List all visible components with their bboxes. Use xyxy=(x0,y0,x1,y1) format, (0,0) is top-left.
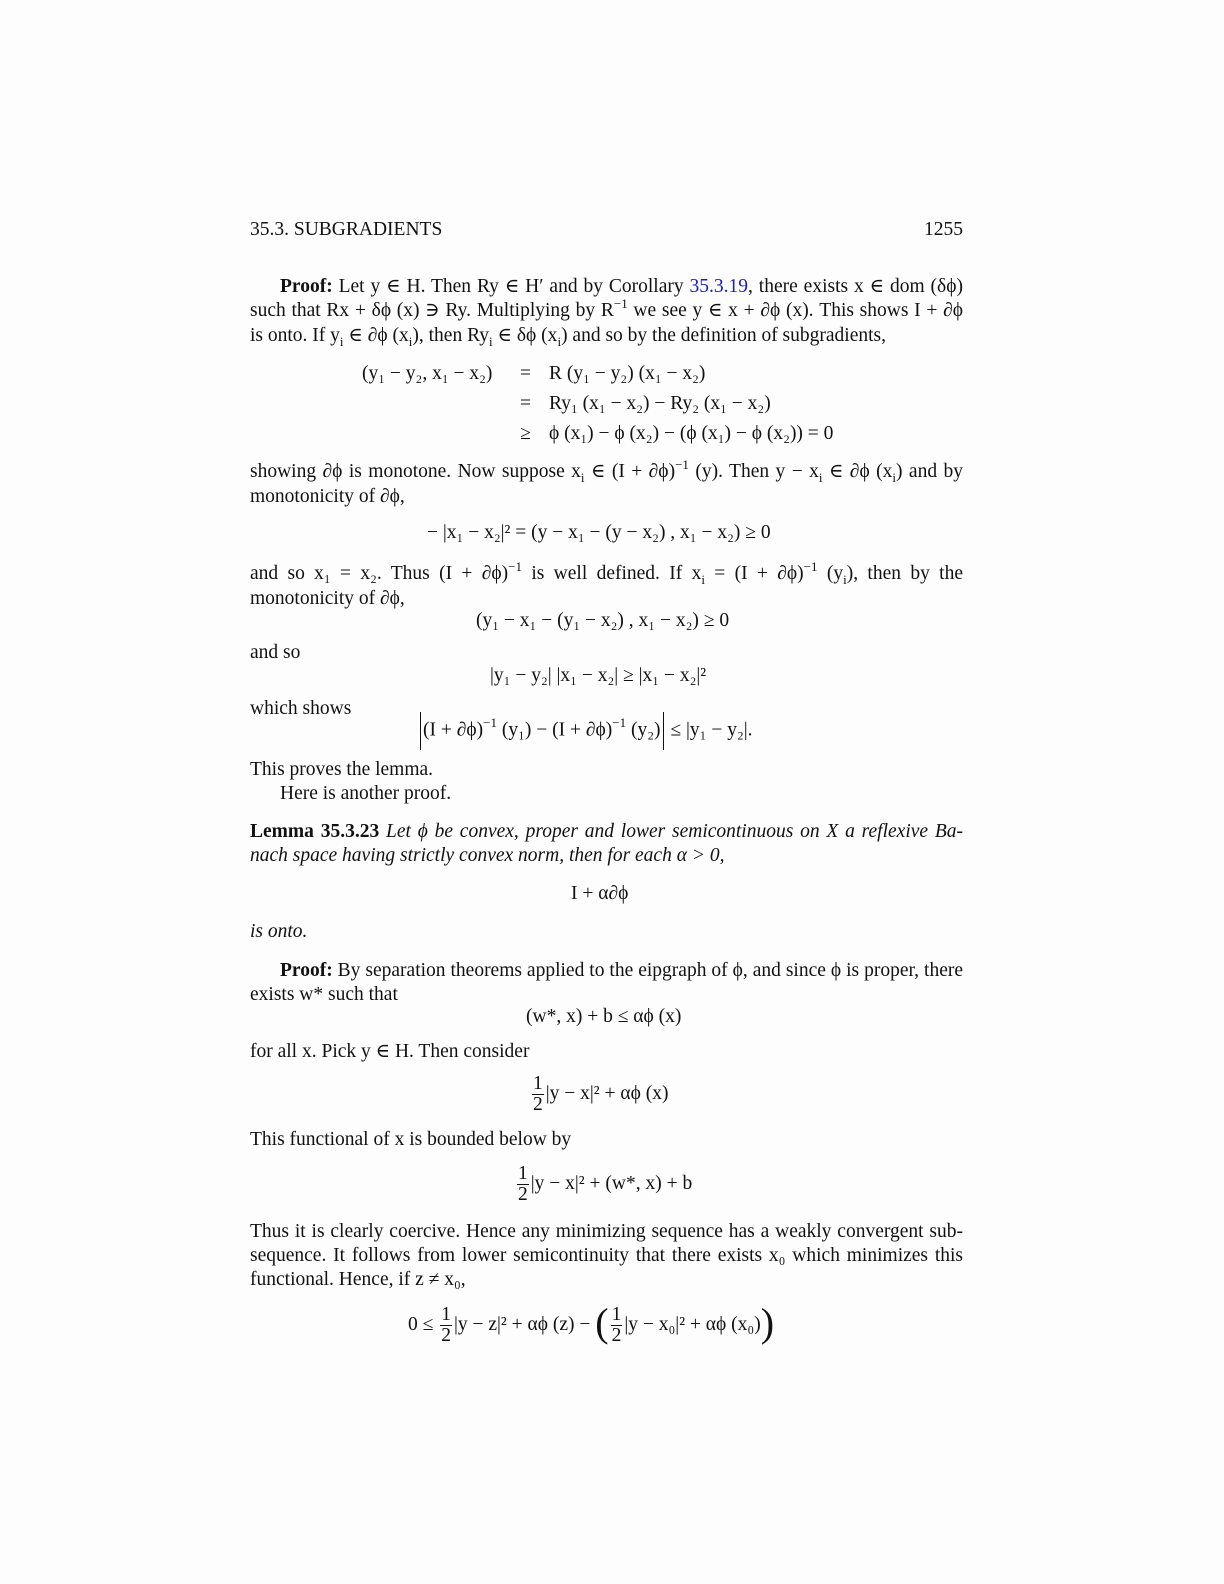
fraction-half xyxy=(532,1074,544,1115)
which-shows-text: which shows xyxy=(250,698,352,719)
proof2-line5: Thus it is clearly coercive. Hence any minimizing sequence has a weakly convergent sub- xyxy=(250,1221,963,1242)
eq-rhs-2: Ry₁ (x₁ − x₂) − Ry₂ (x₁ − x₂) xyxy=(549,393,771,414)
eq-rel-2: = xyxy=(520,393,531,414)
proof2-label: Proof: xyxy=(280,960,333,981)
proves-lemma-text: This proves the lemma. xyxy=(250,759,434,780)
proof1-line3-b: ∈ ∂ϕ (x xyxy=(343,325,409,346)
lemma-formula: I + α∂ϕ xyxy=(571,883,629,904)
equation-yi: (y₁ − x₁ − (y₁ − x₂) , x₁ − x₂) ≥ 0 xyxy=(476,610,730,631)
lemma-line-1 xyxy=(250,820,963,844)
frac-den: 2 xyxy=(533,1094,543,1115)
equation-array xyxy=(362,359,833,449)
proof1-line2-b: we see y ∈ x + ∂ϕ (x). This shows I + ∂ϕ xyxy=(627,300,963,321)
proof2-line6: sequence. It follows from lower semicontinuity that there exists x₀ which minimizes this xyxy=(250,1245,963,1266)
proof2-line3: for all x. Pick y ∈ H. Then consider xyxy=(250,1041,530,1062)
sub-i: i xyxy=(339,334,344,349)
lip-c: (y₂) xyxy=(626,719,661,741)
and-so-text: and so xyxy=(250,642,301,663)
proof2-text-1: By separation theorems applied to the eipgraph of ϕ, and since ϕ is proper, there xyxy=(337,960,963,981)
proof1-sup: −1 xyxy=(613,296,628,311)
sup-neg1: −1 xyxy=(803,559,818,574)
sub-i: i xyxy=(489,334,493,349)
lip-d: ≤ |y₁ − y₂|. xyxy=(665,719,753,741)
sub-i: i xyxy=(408,334,413,349)
lip-a: (I + ∂ϕ) xyxy=(423,719,484,741)
andso-a: and so x₁ = x₂. Thus (I + ∂ϕ) xyxy=(250,563,509,584)
proof1-line3-d: ∈ δϕ (x xyxy=(492,325,558,346)
sub-i: i xyxy=(557,334,562,349)
showing-b: ∈ (I + ∂ϕ) xyxy=(584,461,676,482)
another-proof-text: Here is another proof. xyxy=(280,783,452,804)
eq-rel-3: ≥ xyxy=(520,423,531,444)
frac-num: 1 xyxy=(441,1304,451,1325)
coercive-paragraph xyxy=(250,1220,963,1292)
equation-monotone: − |x₁ − x₂|² = (y − x₁ − (y − x₂) , x₁ − x₂) ≥ 0 xyxy=(427,522,771,543)
section-title: 35.3. SUBGRADIENTS xyxy=(250,219,443,240)
equation-functional xyxy=(530,1074,669,1115)
andso-c: = (I + ∂ϕ) xyxy=(704,563,804,584)
proof1-line1 xyxy=(250,275,963,299)
proof2-line2: exists w* such that xyxy=(250,984,398,1005)
sub-i: i xyxy=(818,470,823,485)
sub-i: i xyxy=(843,572,847,587)
frac-den: 2 xyxy=(441,1325,451,1346)
equation-minimizer xyxy=(408,1299,775,1346)
andso-line xyxy=(250,559,963,587)
showing-e: ) and by xyxy=(896,461,964,482)
abs-bar-right xyxy=(663,712,664,750)
fraction-half xyxy=(611,1305,623,1346)
fraction-half xyxy=(517,1164,529,1205)
minimizer-c: |y − x₀|² + αϕ (x₀) xyxy=(624,1313,761,1335)
showing-d: ∈ ∂ϕ (x xyxy=(822,461,893,482)
proof1-line3-a: is onto. If y xyxy=(250,325,340,346)
eq-rhs-1: R (y₁ − y₂) (x₁ − x₂) xyxy=(549,363,706,384)
big-paren-left: ( xyxy=(595,1299,609,1345)
proof-paragraph-1 xyxy=(250,275,963,349)
functional-body: |y − x|² + αϕ (x) xyxy=(545,1082,669,1104)
proof1-text-a: Let y ∈ H. Then Ry ∈ H′ and by Corollary xyxy=(338,276,684,297)
proof1-line2-a: such that Rx + δϕ (x) ∋ Ry. Multiplying by R xyxy=(250,300,614,321)
corollary-ref-link[interactable]: 35.3.19 xyxy=(689,276,749,297)
proof-paragraph-2 xyxy=(250,959,963,1007)
andso-b: is well defined. If x xyxy=(522,563,702,584)
lower-bound-body: |y − x|² + (w*, x) + b xyxy=(530,1172,693,1194)
proof2-line7: functional. Hence, if z ≠ x₀, xyxy=(250,1269,466,1290)
fraction-half xyxy=(440,1305,452,1346)
minimizer-a: 0 ≤ xyxy=(408,1313,434,1335)
lemma-line-2: nach space having strictly convex norm, then for each α > 0, xyxy=(250,845,725,866)
sup-neg1: −1 xyxy=(675,457,689,472)
proof-label: Proof: xyxy=(280,276,333,297)
abs-bar-left xyxy=(420,712,421,750)
minimizer-b: |y − z|² + αϕ (z) − xyxy=(453,1313,591,1335)
showing-c: (y). Then y − x xyxy=(688,461,819,482)
lemma-block xyxy=(250,820,963,868)
sub-i: i xyxy=(580,470,585,485)
running-header xyxy=(250,219,963,241)
frac-den: 2 xyxy=(518,1184,528,1205)
proof1-line3 xyxy=(250,324,963,349)
proof1-line3-c: ), then Ry xyxy=(412,325,490,346)
equation-lipschitz xyxy=(418,712,753,750)
eq-rel-1: = xyxy=(520,363,531,384)
lemma-label: Lemma 35.3.23 xyxy=(250,821,380,842)
sub-i: i xyxy=(892,470,896,485)
monotone-paragraph xyxy=(250,457,964,509)
proof2-line1 xyxy=(250,959,963,983)
proof1-line2 xyxy=(250,296,963,324)
frac-num: 1 xyxy=(533,1073,543,1094)
proof1-line3-e: ) and so by the definition of subgradients, xyxy=(561,325,887,346)
proof1-text-b: , there exists x ∈ dom (δϕ) xyxy=(748,276,963,297)
welldefined-paragraph xyxy=(250,559,963,611)
lip-b: (y₁) − (I + ∂ϕ) xyxy=(496,719,613,741)
equation-lower-bound xyxy=(515,1164,692,1205)
showing-a: showing ∂ϕ is monotone. Now suppose x xyxy=(250,461,581,482)
frac-den: 2 xyxy=(611,1325,622,1346)
sup-neg1: −1 xyxy=(612,715,627,731)
eq-lhs: (y₁ − y₂, x₁ − x₂) xyxy=(362,363,493,384)
andso-d: (y xyxy=(817,563,844,584)
monotonicity-line-2: monotonicity of ∂ϕ, xyxy=(250,588,405,609)
lemma-onto: is onto. xyxy=(250,921,308,942)
big-paren-right: ) xyxy=(760,1299,775,1345)
sup-neg1: −1 xyxy=(483,715,497,731)
sub-i: i xyxy=(701,572,705,587)
sup-neg1: −1 xyxy=(508,559,522,574)
frac-num: 1 xyxy=(518,1163,528,1184)
equation-norm: |y₁ − y₂| |x₁ − x₂| ≥ |x₁ − x₂|² xyxy=(490,665,707,686)
frac-num: 1 xyxy=(611,1304,622,1325)
proof2-line4: This functional of x is bounded below by xyxy=(250,1129,572,1150)
lemma-text-1: Let ϕ be convex, proper and lower semicontinuous on X a reflexive Ba- xyxy=(386,821,963,842)
page-number: 1255 xyxy=(924,219,963,240)
andso-e: ), then by the xyxy=(846,563,963,584)
showing-line xyxy=(250,457,964,485)
eq-rhs-3: ϕ (x₁) − ϕ (x₂) − (ϕ (x₁) − ϕ (x₂)) = 0 xyxy=(549,423,834,444)
equation-separation: (w*, x) + b ≤ αϕ (x) xyxy=(526,1006,682,1027)
monotonicity-line-1: monotonicity of ∂ϕ, xyxy=(250,486,405,507)
